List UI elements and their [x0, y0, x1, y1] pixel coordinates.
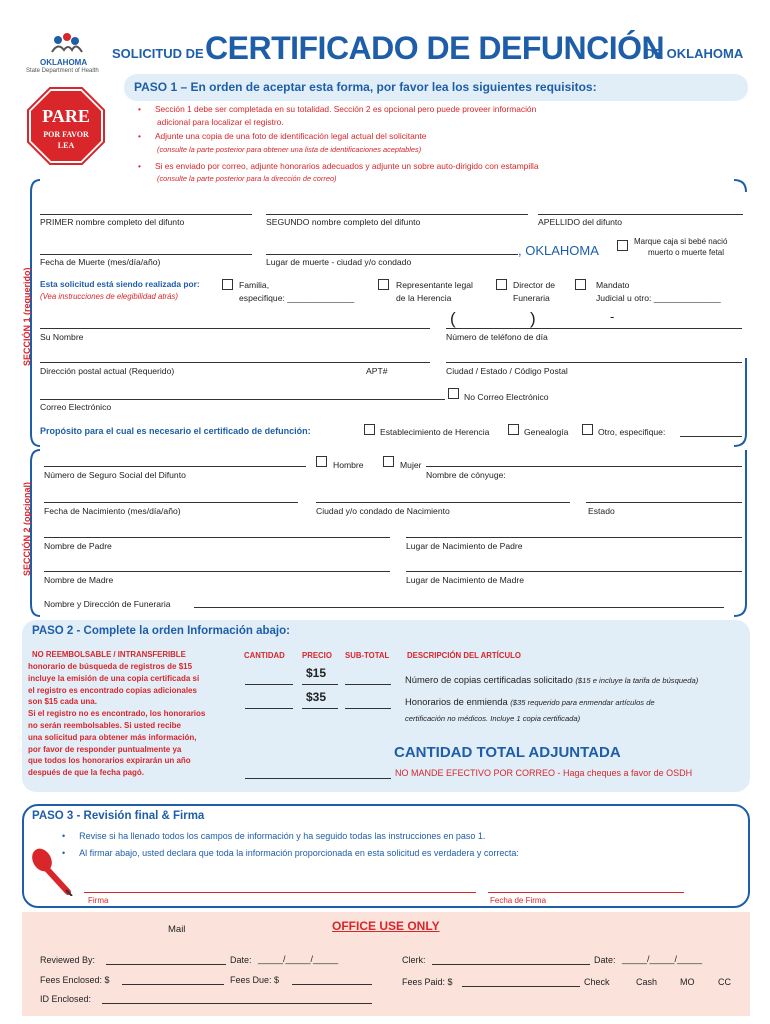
conyuge-line[interactable] — [426, 466, 742, 467]
funeraria-line[interactable] — [194, 607, 724, 608]
director-label-2: Funeraria — [513, 293, 550, 303]
oklahoma-label: , OKLAHOMA — [518, 243, 599, 258]
establecimiento-checkbox[interactable] — [364, 424, 375, 435]
apellido-line[interactable] — [538, 214, 743, 215]
paso1-bullet-1-cont: adicional para localizar el registro. — [157, 117, 284, 127]
paso1-heading: PASO 1 – En orden de aceptar esta forma, por favor lea los siguientes requisitos: — [134, 80, 597, 94]
mo-label[interactable]: MO — [680, 977, 695, 987]
check-label[interactable]: Check — [584, 977, 610, 987]
segundo-line[interactable] — [266, 214, 528, 215]
segundo-label: SEGUNDO nombre completo del difunto — [266, 217, 421, 227]
stop-sign — [26, 86, 106, 166]
ciudad-nac-line[interactable] — [316, 502, 570, 503]
hombre-label: Hombre — [333, 460, 364, 470]
fecha-muerte-line[interactable] — [40, 254, 252, 255]
director-label-1: Director de — [513, 280, 556, 290]
date-slashes-1[interactable]: _____/_____/_____ — [258, 954, 339, 964]
date-slashes-2[interactable]: _____/_____/_____ — [622, 954, 703, 964]
title-pre: SOLICITUD DE — [112, 46, 204, 61]
familia-label-1: Familia, — [239, 280, 270, 290]
osdh-logo — [26, 30, 108, 76]
stop-line2: POR FAVOR — [43, 130, 89, 139]
date-label-2: Date: — [594, 955, 616, 965]
cantidad2-line[interactable] — [245, 708, 293, 709]
estado-line[interactable] — [586, 502, 742, 503]
fees-enclosed-line[interactable] — [122, 984, 224, 985]
office-title: OFFICE USE ONLY — [332, 919, 440, 933]
no-reembolsable: NO REEMBOLSABLE / INTRANSFERIBLE — [32, 650, 186, 659]
lugar-muerte-line[interactable] — [266, 254, 518, 255]
paso3-bullet-2: • Al firmar abajo, usted declara que toda la información proporcionada en esta solicitud es verdadera y correcta: — [62, 848, 519, 858]
otro-label: Otro, especifique: — [598, 427, 666, 437]
mujer-checkbox[interactable] — [383, 456, 394, 467]
estado-label: Estado — [588, 506, 615, 516]
lugar-padre-line[interactable] — [406, 537, 742, 538]
clerk-label: Clerk: — [402, 955, 426, 965]
no-correo-label: No Correo Electrónico — [464, 392, 549, 402]
paso3-bullet-1: • Revise si ha llenado todos los campos de información y ha seguido todas las instrucciones en paso 1. — [62, 831, 486, 841]
primer-line[interactable] — [40, 214, 252, 215]
hombre-checkbox[interactable] — [316, 456, 327, 467]
bebe-label-1: Marque caja si bebé nació — [634, 237, 728, 246]
fees-paid-label: Fees Paid: $ — [402, 977, 453, 987]
col-subtotal: SUB-TOTAL — [345, 651, 390, 660]
col-cantidad: CANTIDAD — [244, 651, 285, 660]
apt-label: APT# — [366, 366, 388, 376]
left-text-line: después de que la fecha pagó. — [28, 768, 145, 778]
firma-label: Firma — [88, 896, 109, 905]
id-enclosed-line[interactable] — [102, 1003, 372, 1004]
ciudad-nac-label: Ciudad y/o condado de Nacimiento — [316, 506, 450, 516]
price2: $35 — [306, 690, 327, 704]
representante-label-1: Representante legal — [396, 280, 473, 290]
paso1-note-3: (consulte la parte posterior para la dirección de correo) — [157, 174, 337, 183]
bebe-checkbox[interactable] — [617, 240, 628, 251]
madre-label: Nombre de Madre — [44, 575, 114, 585]
total-label: CANTIDAD TOTAL ADJUNTADA — [394, 744, 621, 761]
representante-label-2: de la Herencia — [396, 293, 452, 303]
ver-instrucciones: (Vea instrucciones de elegibilidad atrás) — [40, 292, 178, 301]
genealogia-checkbox[interactable] — [508, 424, 519, 435]
telefono-label: Número de teléfono de día — [446, 332, 548, 342]
ssn-label: Número de Seguro Social del Difunto — [44, 470, 186, 480]
correo-label: Correo Electrónico — [40, 402, 112, 412]
office-mail: Mail — [168, 924, 186, 935]
padre-label: Nombre de Padre — [44, 541, 112, 551]
paso2-left-text — [28, 661, 238, 779]
seccion1-label: SECCIÓN 1 (requerido) — [22, 267, 32, 366]
left-text-line: el registro es encontrado copias adicionales — [28, 685, 197, 695]
item2-note2: certificación no médicos. Incluye 1 copia certificada) — [405, 714, 581, 723]
paso1-note-2: (consulte la parte posterior para obtener una lista de identificaciones aceptables) — [157, 145, 422, 154]
item2-label: Honorarios de enmienda ($35 requerido para enmendar artículos de — [405, 696, 655, 707]
cantidad1-line[interactable] — [245, 684, 293, 685]
paso1-bullet-1: • Sección 1 debe ser completada en su totalidad. Sección 2 es opcional pero puede proveer información — [138, 104, 537, 114]
paso1-bullet-2: • Adjunte una copia de una foto de identificación legal actual del solicitante — [138, 131, 427, 141]
familia-label-2: especifique: ______________ — [239, 293, 355, 303]
nacimiento-line[interactable] — [44, 502, 298, 503]
familia-checkbox[interactable] — [222, 279, 233, 290]
fecha-firma-label: Fecha de Firma — [490, 896, 547, 905]
fees-enclosed-label: Fees Enclosed: $ — [40, 975, 110, 985]
pen-icon — [30, 846, 74, 896]
cash-label[interactable]: Cash — [636, 977, 658, 987]
reviewed-label: Reviewed By: — [40, 955, 96, 965]
stop-line3: LEA — [57, 141, 75, 150]
left-text-line: incluye la emisión de una copia certificada si — [28, 673, 200, 683]
correo-line[interactable] — [40, 399, 445, 400]
funeraria-label: Nombre y Dirección de Funeraria — [44, 599, 171, 609]
subtotal2-line[interactable] — [345, 708, 391, 709]
left-text-line: que todos los honorarios expirarán un año — [28, 756, 191, 766]
fees-paid-line[interactable] — [462, 986, 580, 987]
paso2-heading: PASO 2 - Complete la orden Información abajo: — [32, 625, 290, 637]
price1: $15 — [306, 666, 327, 680]
direccion-line[interactable] — [40, 362, 430, 363]
left-text-line: son $15 cada una. — [28, 697, 97, 707]
bebe-label-2: muerto o muerte fetal — [648, 248, 725, 257]
paso3-heading: PASO 3 - Revisión final & Firma — [32, 810, 208, 822]
fees-due-label: Fees Due: $ — [230, 975, 280, 985]
mandato-label-1: Mandato — [596, 280, 630, 290]
genealogia-label: Genealogía — [524, 427, 569, 437]
date-label-1: Date: — [230, 955, 252, 965]
left-text-line: Si el registro no es encontrado, los honorarios — [28, 709, 206, 719]
representante-checkbox[interactable] — [378, 279, 389, 290]
paso1-bullet-3: • Si es enviado por correo, adjunte honorarios adecuados y adjunte un sobre auto-dirigido con estampilla — [138, 161, 539, 171]
page-title: CERTIFICADO DE DEFUNCIÓN — [205, 30, 665, 66]
proposito-label: Propósito para el cual es necesario el certificado de defunción: — [40, 426, 311, 436]
mandato-label-2: Judicial u otro: ______________ — [596, 293, 721, 303]
cc-label[interactable]: CC — [718, 977, 731, 987]
direccion-label: Dirección postal actual (Requerido) — [40, 366, 175, 376]
price1-underline — [302, 684, 338, 685]
lugar-muerte-label: Lugar de muerte - ciudad y/o condado — [266, 257, 412, 267]
title-post: DE OKLAHOMA — [645, 46, 744, 61]
director-checkbox[interactable] — [496, 279, 507, 290]
seccion2-label: SECCIÓN 2 (opcional) — [22, 481, 32, 576]
lugar-madre-label: Lugar de Nacimiento de Madre — [406, 575, 524, 585]
no-efectivo: NO MANDE EFECTIVO POR CORREO - Haga cheques a favor de OSDH — [395, 768, 693, 778]
no-correo-checkbox[interactable] — [448, 388, 459, 399]
col-descripcion: DESCRIPCIÓN DEL ARTÍCULO — [407, 651, 521, 660]
lugar-madre-line[interactable] — [406, 571, 742, 572]
apellido-label: APELLIDO del difunto — [538, 217, 623, 227]
lugar-padre-label: Lugar de Nacimiento de Padre — [406, 541, 523, 551]
padre-line[interactable] — [44, 537, 390, 538]
establecimiento-label: Establecimiento de Herencia — [380, 427, 490, 437]
solicitud-por: Esta solicitud está siendo realizada por: — [40, 279, 200, 289]
mujer-label: Mujer — [400, 460, 422, 470]
phone-close: ) — [530, 309, 536, 328]
price2-underline — [302, 708, 338, 709]
item1-label: Número de copias certificadas solicitado ($15 e incluye la tarifa de búsqueda) — [405, 674, 699, 685]
logo-line2: State Department of Health — [26, 68, 99, 74]
left-text-line: no serán reembolsables. Si usted recibe — [28, 720, 181, 730]
left-text-line: por favor de responder puntualmente ya — [28, 744, 182, 754]
su-nombre-label: Su Nombre — [40, 332, 84, 342]
mandato-checkbox[interactable] — [575, 279, 586, 290]
stop-word: PARE — [42, 106, 90, 126]
col-precio: PRECIO — [302, 651, 332, 660]
fees-due-line[interactable] — [292, 984, 372, 985]
ciudad-line[interactable] — [446, 362, 742, 363]
logo-line1: OKLAHOMA — [40, 58, 88, 67]
otro-line[interactable] — [680, 436, 742, 437]
nacimiento-label: Fecha de Nacimiento (mes/día/año) — [44, 506, 181, 516]
id-enclosed-label: ID Enclosed: — [40, 994, 92, 1004]
ssn-line[interactable] — [44, 466, 306, 467]
total-line[interactable] — [245, 778, 391, 779]
clerk-line[interactable] — [432, 964, 590, 965]
ciudad-label: Ciudad / Estado / Código Postal — [446, 366, 568, 376]
left-text-line: una solicitud para obtener más información, — [28, 732, 197, 742]
fecha-firma-line[interactable] — [488, 892, 684, 893]
madre-line[interactable] — [44, 571, 390, 572]
primer-label: PRIMER nombre completo del difunto — [40, 217, 185, 227]
conyuge-label: Nombre de cónyuge: — [426, 470, 506, 480]
su-nombre-line[interactable] — [40, 328, 430, 329]
telefono-line[interactable] — [446, 328, 742, 329]
phone-open: ( — [450, 309, 456, 328]
firma-line[interactable] — [84, 892, 476, 893]
otro-checkbox[interactable] — [582, 424, 593, 435]
reviewed-line[interactable] — [106, 964, 226, 965]
fecha-muerte-label: Fecha de Muerte (mes/día/año) — [40, 257, 161, 267]
subtotal1-line[interactable] — [345, 684, 391, 685]
phone-dash: - — [610, 309, 615, 324]
left-text-line: honorario de búsqueda de registros de $15 — [28, 662, 193, 671]
